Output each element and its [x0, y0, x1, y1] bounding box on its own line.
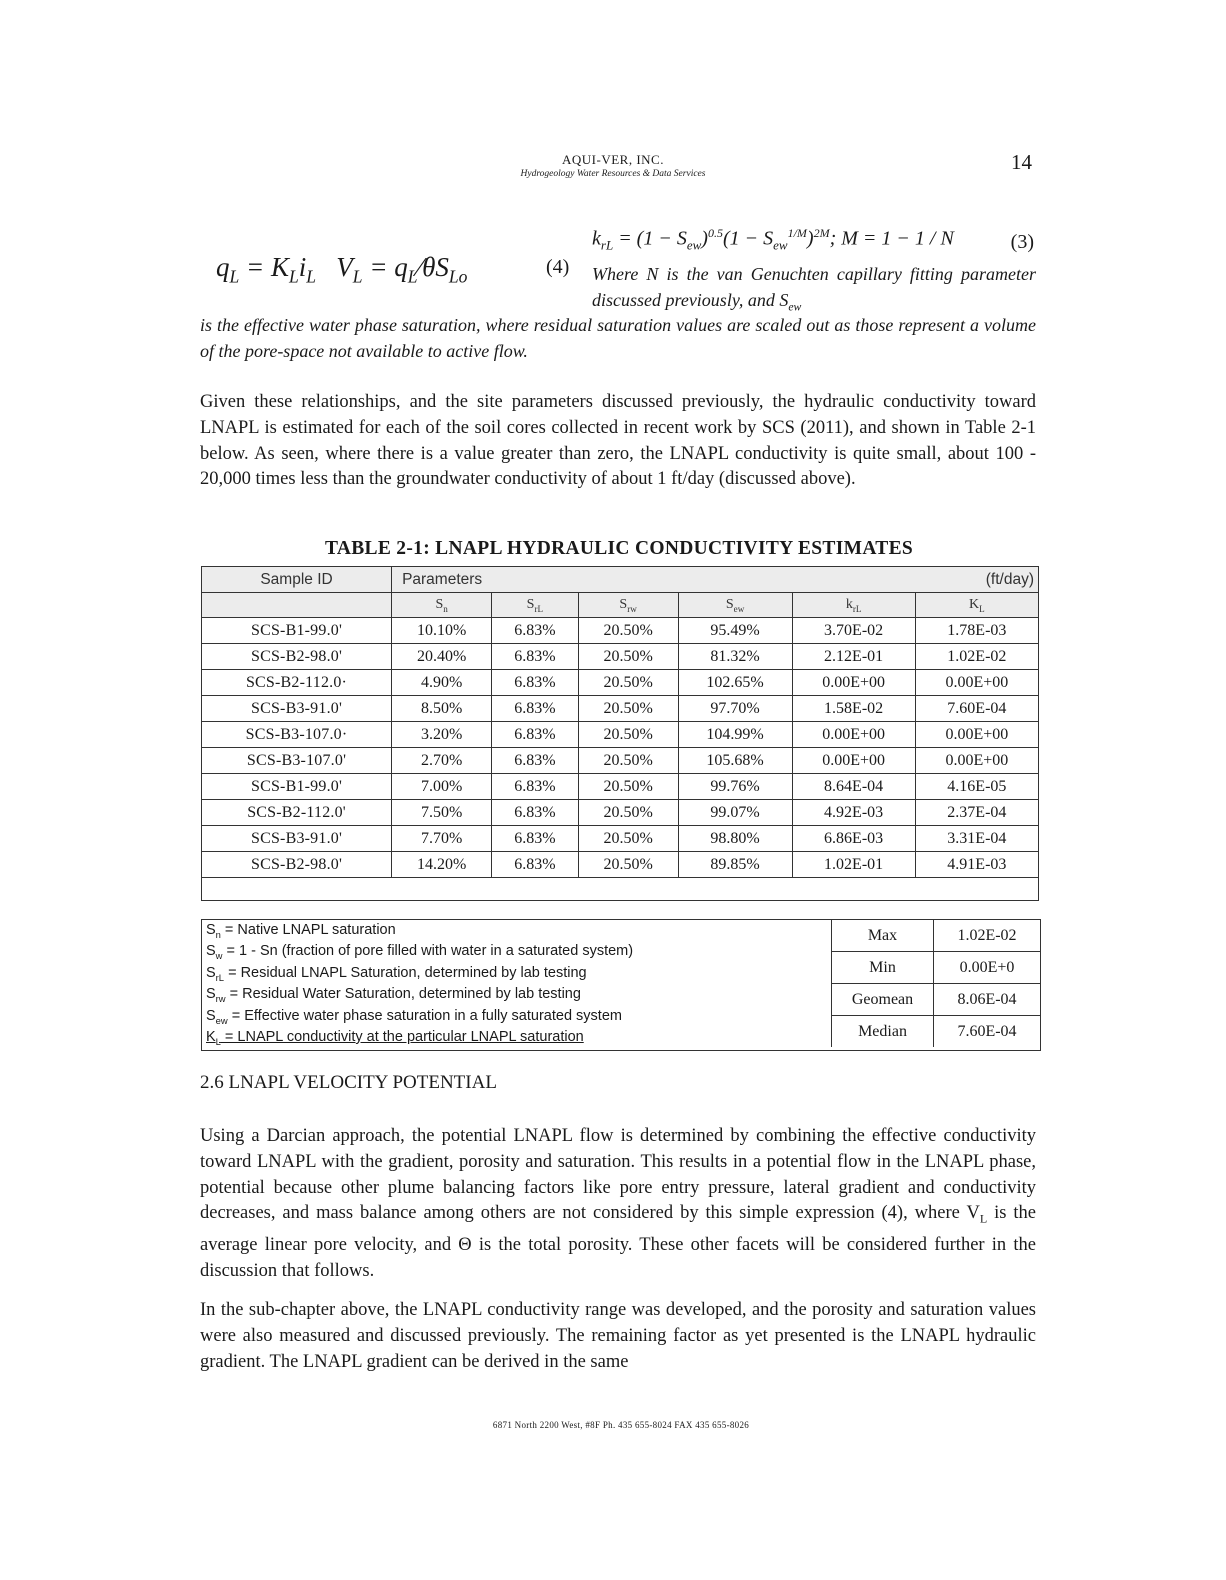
equation-description-cont: is the effective water phase saturation, where residual saturation values are scaled out as those represent a volume of the pore-space not available to active flow. [200, 315, 1036, 361]
table-cell: 0.00E+00 [915, 670, 1038, 696]
legend-item: $S_n$ = Native LNAPL saturation [206, 922, 396, 940]
legend-item: $S_{rL}$ = Residual LNAPL Saturation, determined by lab testing [206, 964, 587, 983]
table-cell: 4.90% [392, 670, 492, 696]
equation-description: Where N is the van Genuchten capillary fitting parameter discussed previously, and $S_{ew}$ [592, 264, 1036, 314]
table-cell: 0.00E+00 [915, 748, 1038, 774]
table-row [202, 670, 1039, 696]
table-cell: 105.68% [678, 748, 792, 774]
company-tagline: Hydrogeology Water Resources & Data Services [520, 169, 706, 179]
table-cell: 6.83% [492, 852, 578, 878]
table-cell: SCS-B2-112.0· [202, 670, 392, 696]
table-cell: 20.50% [578, 826, 678, 852]
table-cell: 0.00E+00 [792, 748, 915, 774]
paragraph-gradient: In the sub-chapter above, the LNAPL conductivity range was developed, and the porosity and saturation values were also measured and discussed previously. The remaining factor as yet presented is the LNAPL hydraulic gradient. The LNAPL gradient can be derived in the same [200, 1300, 1036, 1372]
table-cell: 20.50% [578, 696, 678, 722]
table-cell: 0.00E+00 [792, 722, 915, 748]
table-cell: 1.02E-01 [792, 852, 915, 878]
table-cell: 6.83% [492, 722, 578, 748]
table-cell: 20.50% [578, 774, 678, 800]
table-spacer-cell [202, 878, 1039, 901]
table-legend-block [201, 919, 1041, 1051]
table-row [202, 722, 1039, 748]
subheader-sew: $S_{ew}$ [678, 593, 792, 618]
table-cell: 6.83% [492, 618, 578, 644]
company-name: AQUI-VER, INC. [562, 152, 664, 167]
table-cell: 20.50% [578, 670, 678, 696]
table-cell: 8.50% [392, 696, 492, 722]
table-cell: 20.50% [578, 748, 678, 774]
table-cell: 4.91E-03 [915, 852, 1038, 878]
page-number: 14 [1011, 150, 1032, 174]
table-cell: 97.70% [678, 696, 792, 722]
stat-row-median: Median 7.60E-04 [831, 1016, 1040, 1047]
table-cell: 8.64E-04 [792, 774, 915, 800]
table-cell: 2.12E-01 [792, 644, 915, 670]
header-parameters: Parameters [392, 567, 916, 593]
table-row [202, 800, 1039, 826]
subheader-srw: $S_{rw}$ [578, 593, 678, 618]
table-cell: 4.16E-05 [915, 774, 1038, 800]
table-cell: 99.07% [678, 800, 792, 826]
table-cell: 89.85% [678, 852, 792, 878]
table-cell: 20.50% [578, 852, 678, 878]
table-cell: 0.00E+00 [792, 670, 915, 696]
legend-item: $S_{ew}$ = Effective water phase saturation in a fully saturated system [206, 1007, 622, 1026]
table-row [202, 696, 1039, 722]
table-cell: 4.92E-03 [792, 800, 915, 826]
table-cell: SCS-B2-112.0' [202, 800, 392, 826]
table-row [202, 748, 1039, 774]
legend-item: $K_L$ = LNAPL conductivity at the particular LNAPL saturation [206, 1028, 584, 1047]
table-spacer-row [202, 878, 1039, 901]
table-cell: 10.10% [392, 618, 492, 644]
table-cell: 6.83% [492, 748, 578, 774]
table-cell: 20.50% [578, 722, 678, 748]
table-cell: 14.20% [392, 852, 492, 878]
table-cell: 6.86E-03 [792, 826, 915, 852]
subheader-blank [202, 593, 392, 618]
table-cell: 3.70E-02 [792, 618, 915, 644]
table-cell: 104.99% [678, 722, 792, 748]
table-cell: 20.50% [578, 618, 678, 644]
table-cell: 1.78E-03 [915, 618, 1038, 644]
table-body [202, 618, 1039, 901]
subheader-srl: $S_{rL}$ [492, 593, 578, 618]
table-cell: 6.83% [492, 774, 578, 800]
table-cell: 7.70% [392, 826, 492, 852]
table-row [202, 852, 1039, 878]
table-cell: 6.83% [492, 644, 578, 670]
header-sample-id: Sample ID [202, 567, 392, 593]
section-title: 2.6 LNAPL VELOCITY POTENTIAL [200, 1072, 497, 1093]
stat-row-geomean: Geomean 8.06E-04 [831, 984, 1040, 1016]
page-footer: 6871 North 2200 West, #8F Ph. 435 655-8024 FAX 435 655-8026 [492, 1420, 750, 1430]
table-cell: 95.49% [678, 618, 792, 644]
table-cell: SCS-B1-99.0' [202, 774, 392, 800]
subheader-kl: $K_L$ [915, 593, 1038, 618]
table-cell: 6.83% [492, 800, 578, 826]
table-cell: 20.50% [578, 644, 678, 670]
summary-stats [831, 920, 1040, 1047]
table-cell: 81.32% [678, 644, 792, 670]
legend-item: $S_w = 1 - Sn$ (fraction of pore filled with water in a saturated system) [206, 943, 634, 962]
subheader-krl: $k_{rL}$ [792, 593, 915, 618]
table-row [202, 774, 1039, 800]
paragraph-conductivity: Given these relationships, and the site parameters discussed previously, the hydraulic conductivity toward LNAPL is estimated for each of the soil cores collected in recent work by SCS (2011), and shown in Table 2-1 below. As seen, where there is a value greater than zero, the LNAPL conductivity is quite small, about 100 - 20,000 times less than the groundwater conductivity of about 1 ft/day (discussed above). [200, 392, 1036, 490]
table-cell: SCS-B3-107.0· [202, 722, 392, 748]
table-cell: 7.50% [392, 800, 492, 826]
table-cell: 6.83% [492, 696, 578, 722]
paragraph-velocity: Using a Darcian approach, the potential LNAPL flow is determined by combining the effective conductivity toward LNAPL with the gradient, porosity and saturation. This results in a potential flow in the LNAPL phase, potential because other plume balancing factors like pore entry pressure, lateral gradient and conductivity decreases, and mass balance among others are not considered by this simple expression (4), where $V_L$ is the average linear pore velocity, and Θ is the total porosity. These other facets will be considered further in the discussion that follows. [200, 1126, 1036, 1281]
table-cell: 2.37E-04 [915, 800, 1038, 826]
table-cell: 3.31E-04 [915, 826, 1038, 852]
table-row [202, 644, 1039, 670]
table-legend [206, 922, 826, 1050]
table-cell: 2.70% [392, 748, 492, 774]
equation-3-number: (3) [1010, 231, 1034, 253]
equation-3: $k_{rL} = (1 - S_{ew})^{0.5}(1 - S_{ew}^{1/M})^{2M}$; M = 1 − 1 / N [592, 226, 954, 253]
table-row [202, 618, 1039, 644]
stat-row-max: Max 1.02E-02 [831, 920, 1040, 952]
table-cell: SCS-B3-91.0' [202, 696, 392, 722]
table-title: TABLE 2-1: LNAPL HYDRAULIC CONDUCTIVITY ESTIMATES [324, 538, 914, 559]
lnapl-conductivity-table [201, 566, 1039, 901]
table-cell: SCS-B1-99.0' [202, 618, 392, 644]
table-cell: SCS-B2-98.0' [202, 852, 392, 878]
table-cell: 6.83% [492, 826, 578, 852]
table-cell: 0.00E+00 [915, 722, 1038, 748]
table-cell: 99.76% [678, 774, 792, 800]
table-cell: 7.00% [392, 774, 492, 800]
table-cell: 1.58E-02 [792, 696, 915, 722]
table-cell: SCS-B2-98.0' [202, 644, 392, 670]
table-cell: 3.20% [392, 722, 492, 748]
table-cell: SCS-B3-107.0' [202, 748, 392, 774]
table-cell: 98.80% [678, 826, 792, 852]
table-cell: 7.60E-04 [915, 696, 1038, 722]
stat-row-min: Min 0.00E+0 [831, 952, 1040, 984]
table-cell: 1.02E-02 [915, 644, 1038, 670]
subheader-sn: $S_n$ [392, 593, 492, 618]
table-cell: 6.83% [492, 670, 578, 696]
equation-4: $q_L = K_Li_L$ $V_L$ = $q_L⁄\theta S_{Lo}$ [216, 252, 468, 287]
equation-4-number: (4) [546, 256, 570, 278]
header-unit: (ft/day) [915, 567, 1038, 593]
table-cell: 20.50% [578, 800, 678, 826]
legend-item: $S_{rw}$ = Residual Water Saturation, determined by lab testing [206, 986, 581, 1005]
table-row [202, 826, 1039, 852]
table-cell: 20.40% [392, 644, 492, 670]
table-cell: 102.65% [678, 670, 792, 696]
table-cell: SCS-B3-91.0' [202, 826, 392, 852]
page-header [0, 152, 1226, 179]
